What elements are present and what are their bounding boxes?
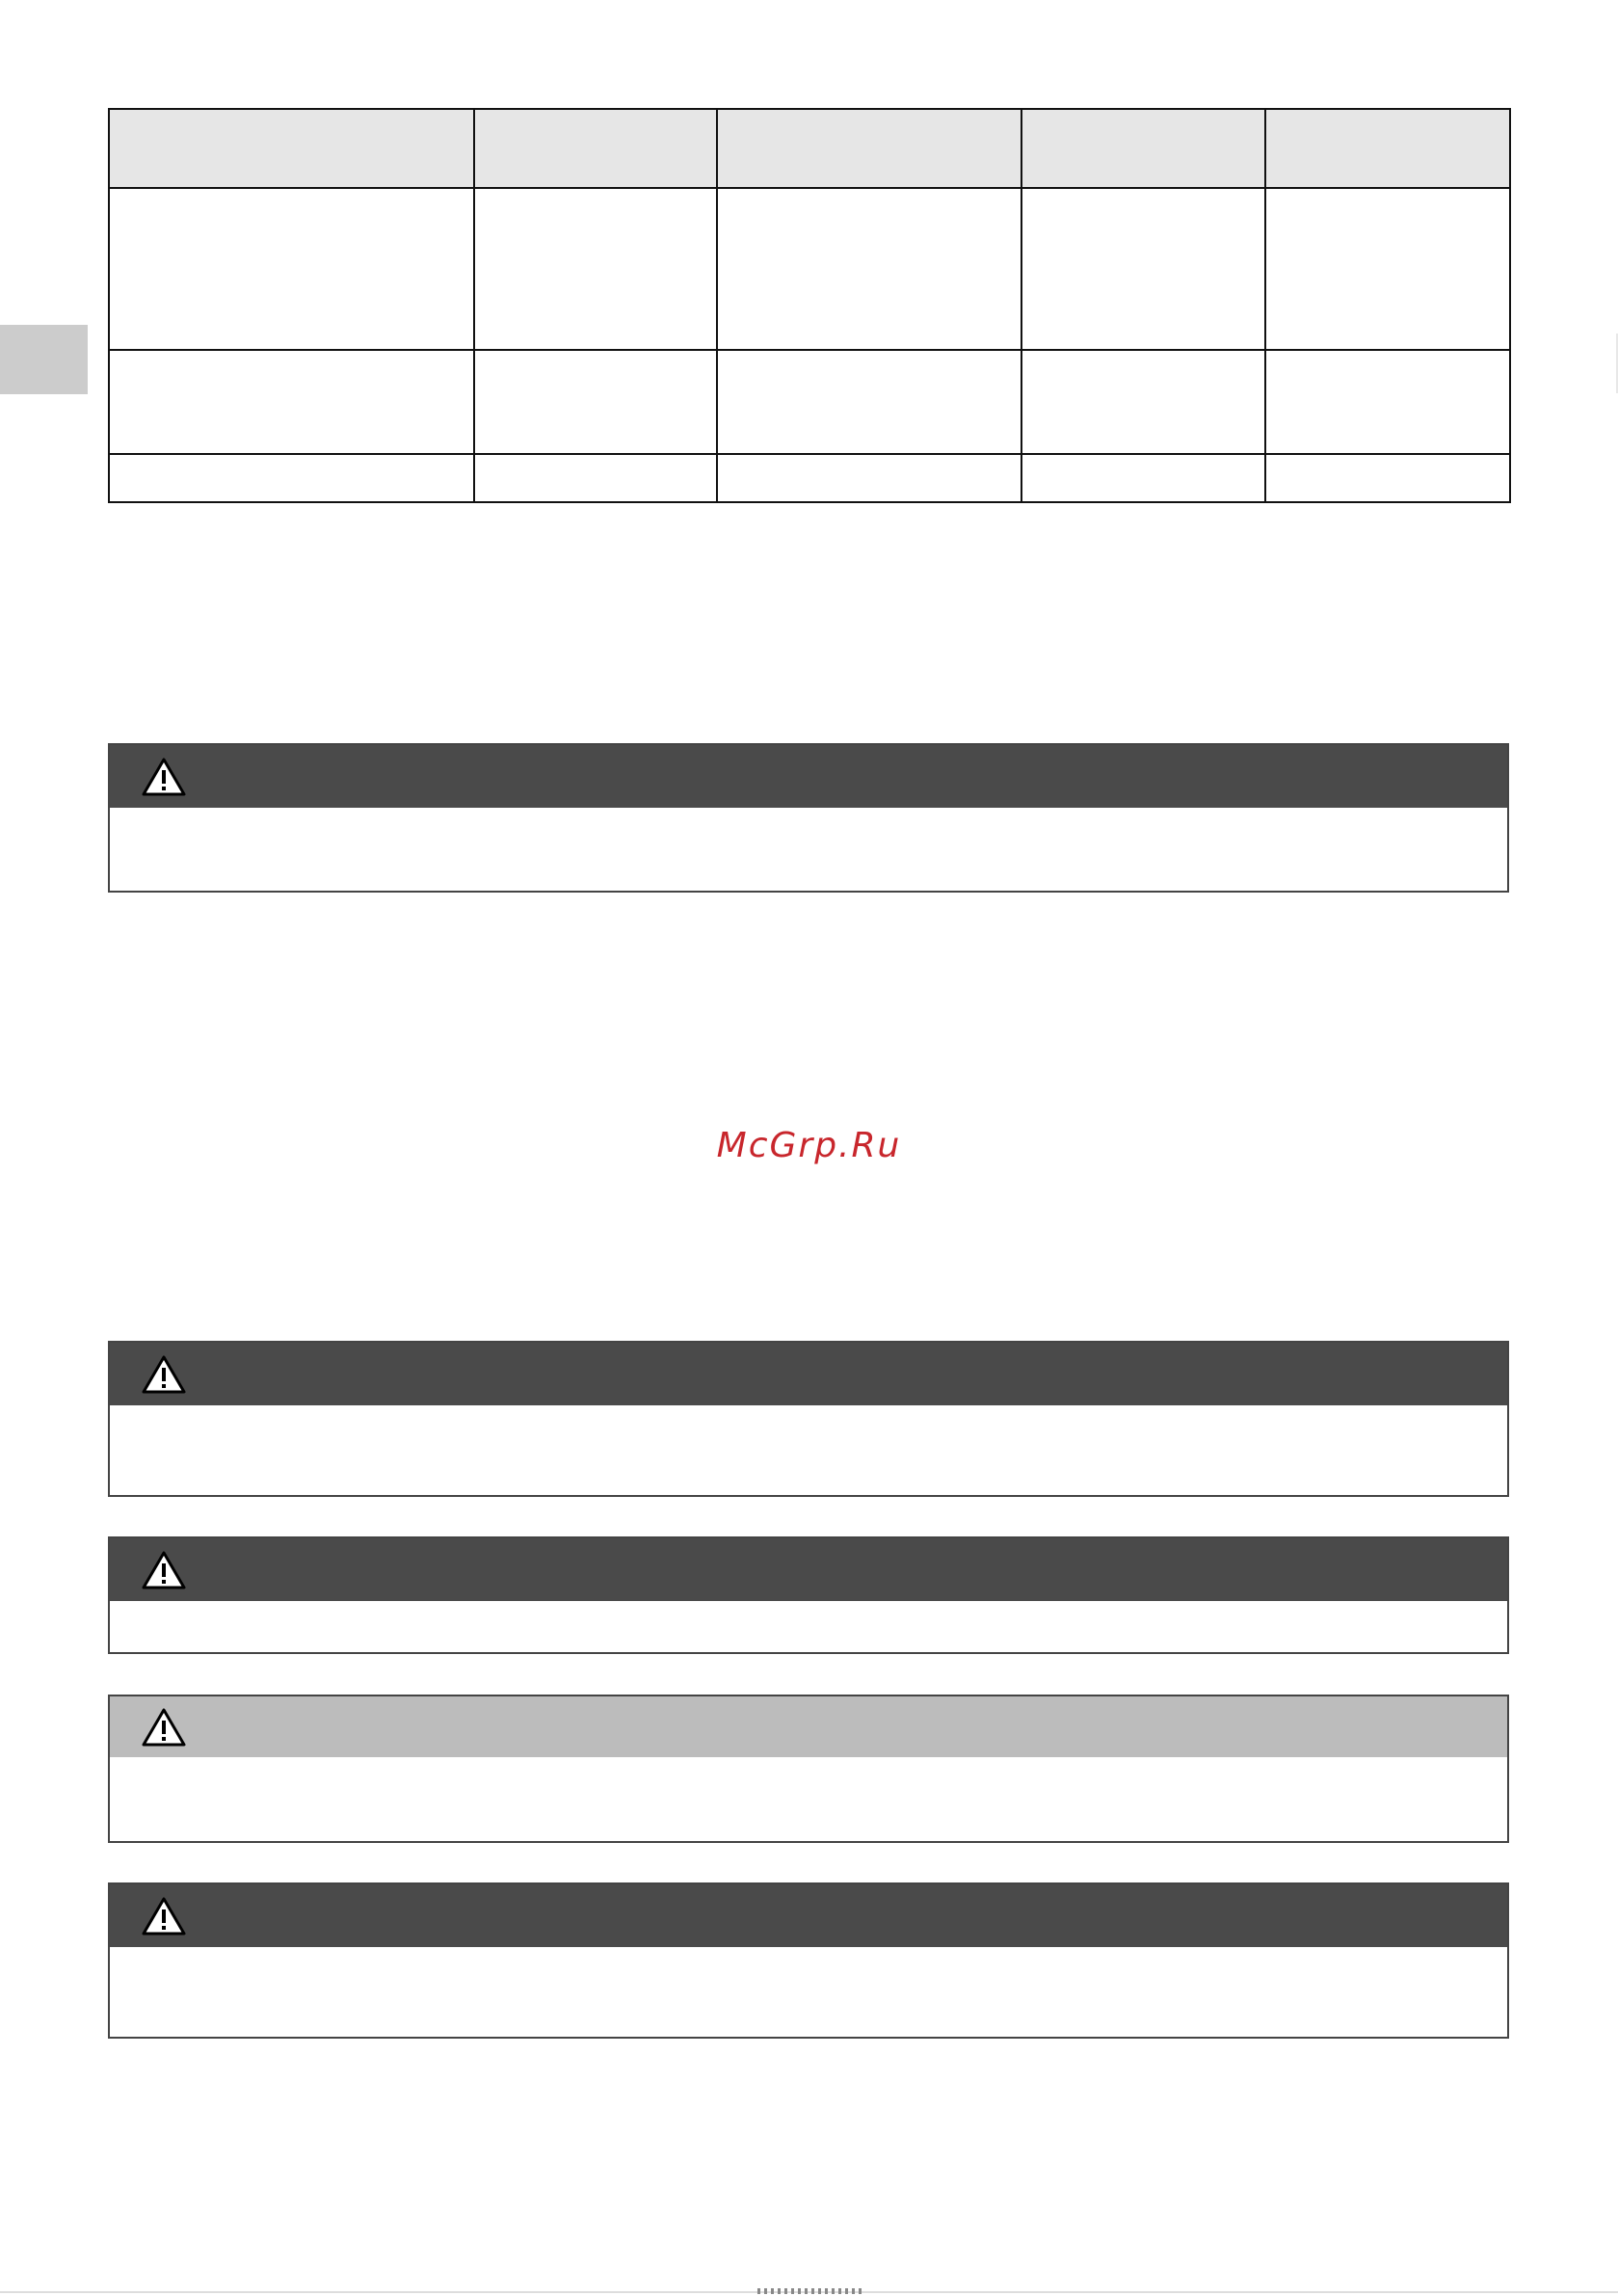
warning-box (108, 1882, 1509, 2039)
table-row (109, 350, 1510, 454)
table-header-cell (474, 109, 717, 188)
table-cell (1021, 350, 1265, 454)
warning-box (108, 743, 1509, 893)
warning-triangle-icon (141, 1354, 187, 1395)
warning-box (108, 1341, 1509, 1497)
table-cell (717, 350, 1021, 454)
table-header-cell (1265, 109, 1510, 188)
caution-header-bar (110, 1696, 1507, 1757)
table-cell (474, 350, 717, 454)
table-cell (1265, 188, 1510, 350)
table-cell (109, 454, 474, 502)
warning-triangle-icon (141, 1550, 187, 1590)
table-cell (717, 188, 1021, 350)
warning-triangle-icon (141, 757, 187, 797)
warning-header-bar (110, 1343, 1507, 1405)
warning-header-bar (110, 745, 1507, 808)
table-cell (474, 188, 717, 350)
caution-triangle-icon (141, 1707, 187, 1748)
table-header-cell (109, 109, 474, 188)
table-cell (1265, 454, 1510, 502)
table-cell (1265, 350, 1510, 454)
table-cell (109, 350, 474, 454)
chapter-side-tab (0, 325, 88, 394)
table-header-cell (1021, 109, 1265, 188)
table-cell (1021, 454, 1265, 502)
spec-table (108, 108, 1511, 503)
warning-triangle-icon (141, 1896, 187, 1936)
table-cell (1021, 188, 1265, 350)
table-cell (474, 454, 717, 502)
caution-box (108, 1695, 1509, 1843)
warning-box (108, 1536, 1509, 1654)
watermark-text: McGrp.Ru (716, 1126, 902, 1165)
table-row (109, 188, 1510, 350)
table-cell (717, 454, 1021, 502)
table-row (109, 454, 1510, 502)
table-cell (109, 188, 474, 350)
warning-header-bar (110, 1538, 1507, 1601)
table-header-row (109, 109, 1510, 188)
table-header-cell (717, 109, 1021, 188)
warning-header-bar (110, 1884, 1507, 1947)
page-bottom-marks (757, 2288, 863, 2294)
